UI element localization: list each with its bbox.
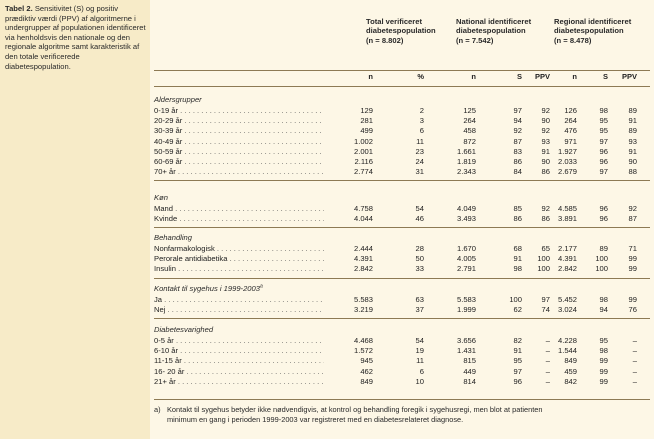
table-cell: 90: [541, 157, 550, 166]
table-cell: 1.002: [353, 136, 373, 146]
table-cell: 2.343: [456, 167, 476, 177]
group-n-total: (n = 8.802): [366, 35, 404, 45]
footnote-line-2: minimum en gang i perioden 1999-2003 var registreret med en diabetesrelateret diagnose.: [167, 414, 464, 424]
table-cell: 4.005: [456, 254, 476, 264]
section-rule: [154, 278, 650, 279]
table-cell: 6: [419, 366, 424, 376]
table-cell: 3.656: [456, 336, 476, 345]
table-cell: 100: [537, 264, 550, 274]
table-cell: 4.049: [456, 204, 476, 213]
table-cell: 54: [415, 204, 424, 213]
table-cell: 97: [541, 295, 550, 304]
section-rule: [154, 180, 650, 181]
table-cell: 264: [564, 116, 577, 126]
table-cell: –: [545, 366, 550, 376]
table-cell: 90: [541, 116, 550, 126]
column-header: PPV: [621, 72, 637, 81]
row-label: Nej . . .: [154, 305, 324, 315]
table-cell: 96: [599, 146, 608, 156]
table-cell: 87: [513, 136, 522, 146]
table-row: [150, 305, 654, 315]
table-cell: 2.033: [557, 157, 577, 166]
table-row: [150, 244, 654, 254]
row-label: 30-39 år . . .: [154, 126, 324, 136]
table-cell: 92: [541, 204, 550, 213]
table-cell: 971: [564, 136, 577, 146]
table-cell: 3.493: [456, 214, 476, 224]
row-label: 21+ år . . .: [154, 377, 324, 387]
section-title-text: Behandling: [154, 233, 193, 242]
table-cell: 2: [419, 106, 424, 115]
table-cell: 1.927: [557, 146, 577, 156]
table-cell: 4.391: [353, 254, 373, 264]
table-cell: 1.431: [456, 346, 476, 356]
table-cell: 23: [415, 146, 424, 156]
table-cell: 5.583: [353, 295, 373, 304]
table-cell: 96: [599, 214, 608, 224]
table-cell: –: [632, 376, 637, 386]
table-cell: –: [545, 336, 550, 345]
row-label: 40-49 år . . .: [154, 137, 324, 147]
section-title-text: Aldersgrupper: [154, 95, 202, 104]
group-title-total: Total verificeret diabetespopulation: [366, 17, 436, 36]
table-cell: –: [632, 356, 637, 366]
table-cell: 92: [628, 204, 637, 213]
table-cell: 95: [599, 336, 608, 345]
table-cell: 89: [599, 244, 608, 253]
table-cell: 24: [415, 157, 424, 166]
table-row: [150, 367, 654, 377]
group-title-regional: Regional identificeret diabetespopulation: [554, 17, 632, 36]
table-cell: 83: [513, 146, 522, 156]
table-cell: –: [632, 366, 637, 376]
table-cell: 4.468: [353, 336, 373, 345]
row-label: 50-59 år . . .: [154, 147, 324, 157]
caption-label: Tabel 2.: [5, 4, 33, 13]
data-table: [150, 0, 654, 439]
table-cell: 462: [360, 366, 373, 376]
table-cell: 449: [463, 366, 476, 376]
table-cell: 2.679: [557, 167, 577, 177]
table-cell: 88: [628, 167, 637, 177]
table-cell: 96: [513, 376, 522, 386]
footnote: [154, 405, 650, 424]
table-cell: 97: [513, 106, 522, 115]
table-cell: 11: [416, 356, 424, 366]
row-label: Mand . . .: [154, 204, 324, 214]
table-row: [150, 157, 654, 167]
table-cell: 11: [416, 136, 424, 146]
table-cell: 125: [463, 106, 476, 115]
caption-text: Sensitivitet (S) og positiv prædiktiv værdi (PPV) af algoritmerne i undergrupper af populationen identificeret via henholdsvis den nationale og den regionale algoritme samt karakteristik af den totale verificerede diabetespopulation.: [5, 4, 146, 71]
table-cell: 3.024: [557, 305, 577, 315]
table-cell: 98: [599, 346, 608, 356]
header-bottom-rule: [154, 86, 650, 87]
table-cell: 99: [599, 356, 608, 366]
table-cell: 91: [628, 116, 637, 126]
table-cell: 849: [564, 356, 577, 366]
table-cell: 68: [513, 244, 522, 253]
header-top-rule: [154, 70, 650, 71]
section-title: [154, 284, 263, 294]
table-cell: 1.999: [456, 305, 476, 315]
table-cell: 54: [415, 336, 424, 345]
table-cell: 95: [599, 116, 608, 126]
column-header: S: [516, 72, 522, 81]
table-row: [150, 377, 654, 387]
table-cell: 4.758: [353, 204, 373, 213]
footnote-ref: a: [259, 283, 263, 290]
column-header: S: [602, 72, 608, 81]
table-cell: 99: [628, 264, 637, 274]
table-cell: 849: [360, 376, 373, 386]
table-row: [150, 346, 654, 356]
table-cell: 1.670: [456, 244, 476, 253]
group-header-regional: [554, 17, 636, 45]
table-cell: 97: [599, 136, 608, 146]
table-cell: 85: [513, 204, 522, 213]
table-cell: 33: [415, 264, 424, 274]
table-cell: 92: [541, 106, 550, 115]
group-title-national: National identificeret diabetespopulation: [456, 17, 532, 36]
row-label: 70+ år . . .: [154, 167, 324, 177]
table-cell: 2.842: [557, 264, 577, 274]
section-title-text: Køn: [154, 193, 168, 202]
table-cell: 10: [415, 376, 424, 386]
table-cell: –: [545, 356, 550, 366]
table-cell: 97: [513, 366, 522, 376]
table-cell: 100: [509, 295, 522, 304]
table-cell: 815: [463, 356, 476, 366]
table-row: [150, 167, 654, 177]
table-cell: 4.391: [557, 254, 577, 264]
table-cell: 46: [415, 214, 424, 224]
table-row: [150, 116, 654, 126]
table-cell: 95: [513, 356, 522, 366]
row-label: 0-5 år . . .: [154, 336, 324, 346]
table-cell: 86: [541, 167, 550, 177]
table-cell: 100: [537, 254, 550, 264]
table-cell: 86: [513, 157, 522, 166]
table-cell: 95: [599, 126, 608, 136]
table-cell: 99: [628, 295, 637, 304]
table-cell: 86: [513, 214, 522, 224]
table-cell: 91: [513, 346, 522, 356]
table-cell: 98: [513, 264, 522, 274]
section-rule: [154, 227, 650, 228]
footnote-mark: a): [154, 405, 161, 414]
table-cell: 4.585: [557, 204, 577, 213]
table-cell: 90: [628, 157, 637, 166]
section-title: [154, 193, 168, 203]
table-cell: 1.544: [557, 346, 577, 356]
table-cell: 86: [541, 214, 550, 224]
table-row: [150, 147, 654, 157]
table-cell: 37: [415, 305, 424, 315]
row-label: 20-29 år . . .: [154, 116, 324, 126]
table-cell: 4.228: [557, 336, 577, 345]
table-cell: 2.116: [354, 157, 373, 166]
table-cell: 264: [463, 116, 476, 126]
row-label: Insulin . . .: [154, 264, 324, 274]
table-cell: 92: [541, 126, 550, 136]
table-cell: 1.819: [456, 157, 476, 166]
table-cell: 94: [513, 116, 522, 126]
table-row: [150, 336, 654, 346]
group-n-regional: (n = 8.478): [554, 35, 592, 45]
table-cell: 281: [360, 116, 373, 126]
table-cell: 28: [415, 244, 424, 253]
table-cell: 100: [595, 254, 608, 264]
row-label: Ja . . .: [154, 295, 324, 305]
row-label: Kvinde . . .: [154, 214, 324, 224]
table-row: [150, 126, 654, 136]
table-cell: 126: [564, 106, 577, 115]
table-cell: 2.177: [557, 244, 577, 253]
table-cell: 476: [564, 126, 577, 136]
table-cell: 6: [419, 126, 424, 136]
column-header: PPV: [534, 72, 550, 81]
section-title: [154, 325, 213, 335]
table-cell: 93: [628, 136, 637, 146]
table-row: [150, 356, 654, 366]
table-cell: 96: [599, 157, 608, 166]
column-header: n: [368, 72, 373, 81]
table-cell: 2.842: [353, 264, 373, 274]
row-label: Perorale antidiabetika . . .: [154, 254, 324, 264]
table-row: [150, 137, 654, 147]
table-cell: 1.572: [353, 346, 373, 356]
section-title-text: Kontakt til sygehus i 1999-2003: [154, 284, 260, 293]
table-cell: 91: [628, 146, 637, 156]
section-rule: [154, 318, 650, 319]
table-cell: 3.891: [557, 214, 577, 224]
table-row: [150, 214, 654, 224]
table-cell: 2.791: [456, 264, 476, 274]
table-cell: 91: [513, 254, 522, 264]
table-cell: 1.661: [456, 146, 476, 156]
table-cell: 62: [513, 305, 522, 315]
table-cell: 2.444: [353, 244, 373, 253]
table-caption: [5, 4, 147, 71]
table-bottom-rule: [154, 399, 650, 400]
group-n-national: (n = 7.542): [456, 35, 494, 45]
table-cell: 98: [599, 295, 608, 304]
table-cell: 4.044: [353, 214, 373, 224]
table-cell: 89: [628, 126, 637, 136]
table-cell: 5.452: [557, 295, 577, 304]
table-cell: 84: [513, 167, 522, 177]
table-cell: 945: [360, 356, 373, 366]
table-cell: 3.219: [353, 305, 373, 315]
table-cell: 94: [599, 305, 608, 315]
table-cell: –: [632, 346, 637, 356]
row-label: 6-10 år . . .: [154, 346, 324, 356]
table-cell: 2.774: [353, 167, 373, 177]
table-cell: 74: [541, 305, 550, 315]
table-row: [150, 264, 654, 274]
table-cell: 814: [463, 376, 476, 386]
table-cell: 5.583: [456, 295, 476, 304]
table-cell: 50: [415, 254, 424, 264]
table-row: [150, 254, 654, 264]
table-cell: 99: [599, 366, 608, 376]
row-label: Nonfarmakologisk . . .: [154, 244, 324, 254]
row-label: 16- 20 år . . .: [154, 367, 324, 377]
section-title: [154, 95, 202, 105]
table-cell: 129: [360, 106, 373, 115]
table-cell: 31: [415, 167, 424, 177]
table-cell: –: [545, 376, 550, 386]
group-header-total: [366, 17, 436, 45]
column-header: %: [417, 72, 424, 81]
table-cell: –: [632, 336, 637, 345]
table-cell: 99: [628, 254, 637, 264]
table-cell: 459: [564, 366, 577, 376]
row-label: 11-15 år . . .: [154, 356, 324, 366]
table-cell: 71: [628, 244, 637, 253]
table-cell: 100: [595, 264, 608, 274]
table-cell: 91: [541, 146, 550, 156]
footnote-line-1: Kontakt til sygehus betyder ikke nødvendigvis, at kontrol og behandling foregik i sygehusregi, men blot at patienten: [167, 405, 543, 414]
table-cell: 76: [628, 305, 637, 315]
table-cell: 2.001: [353, 146, 373, 156]
table-cell: 93: [541, 136, 550, 146]
table-cell: 65: [541, 244, 550, 253]
table-row: [150, 106, 654, 116]
table-cell: 458: [463, 126, 476, 136]
table-cell: 63: [415, 295, 424, 304]
section-title: [154, 233, 192, 243]
table-cell: 98: [599, 106, 608, 115]
table-row: [150, 204, 654, 214]
table-cell: 499: [360, 126, 373, 136]
table-cell: 872: [463, 136, 476, 146]
row-label: 60-69 år . . .: [154, 157, 324, 167]
table-row: [150, 295, 654, 305]
table-cell: 96: [599, 204, 608, 213]
table-cell: 87: [628, 214, 637, 224]
table-cell: 89: [628, 106, 637, 115]
column-header: n: [471, 72, 476, 81]
section-title-text: Diabetesvarighed: [154, 325, 214, 334]
row-label: 0-19 år . . .: [154, 106, 324, 116]
column-header: n: [572, 72, 577, 81]
group-header-national: [456, 17, 532, 45]
table-cell: 82: [513, 336, 522, 345]
table-cell: 99: [599, 376, 608, 386]
table-cell: 3: [419, 116, 424, 126]
table-cell: 97: [599, 167, 608, 177]
table-cell: 92: [513, 126, 522, 136]
table-cell: 19: [415, 346, 424, 356]
table-cell: –: [545, 346, 550, 356]
table-cell: 842: [564, 376, 577, 386]
